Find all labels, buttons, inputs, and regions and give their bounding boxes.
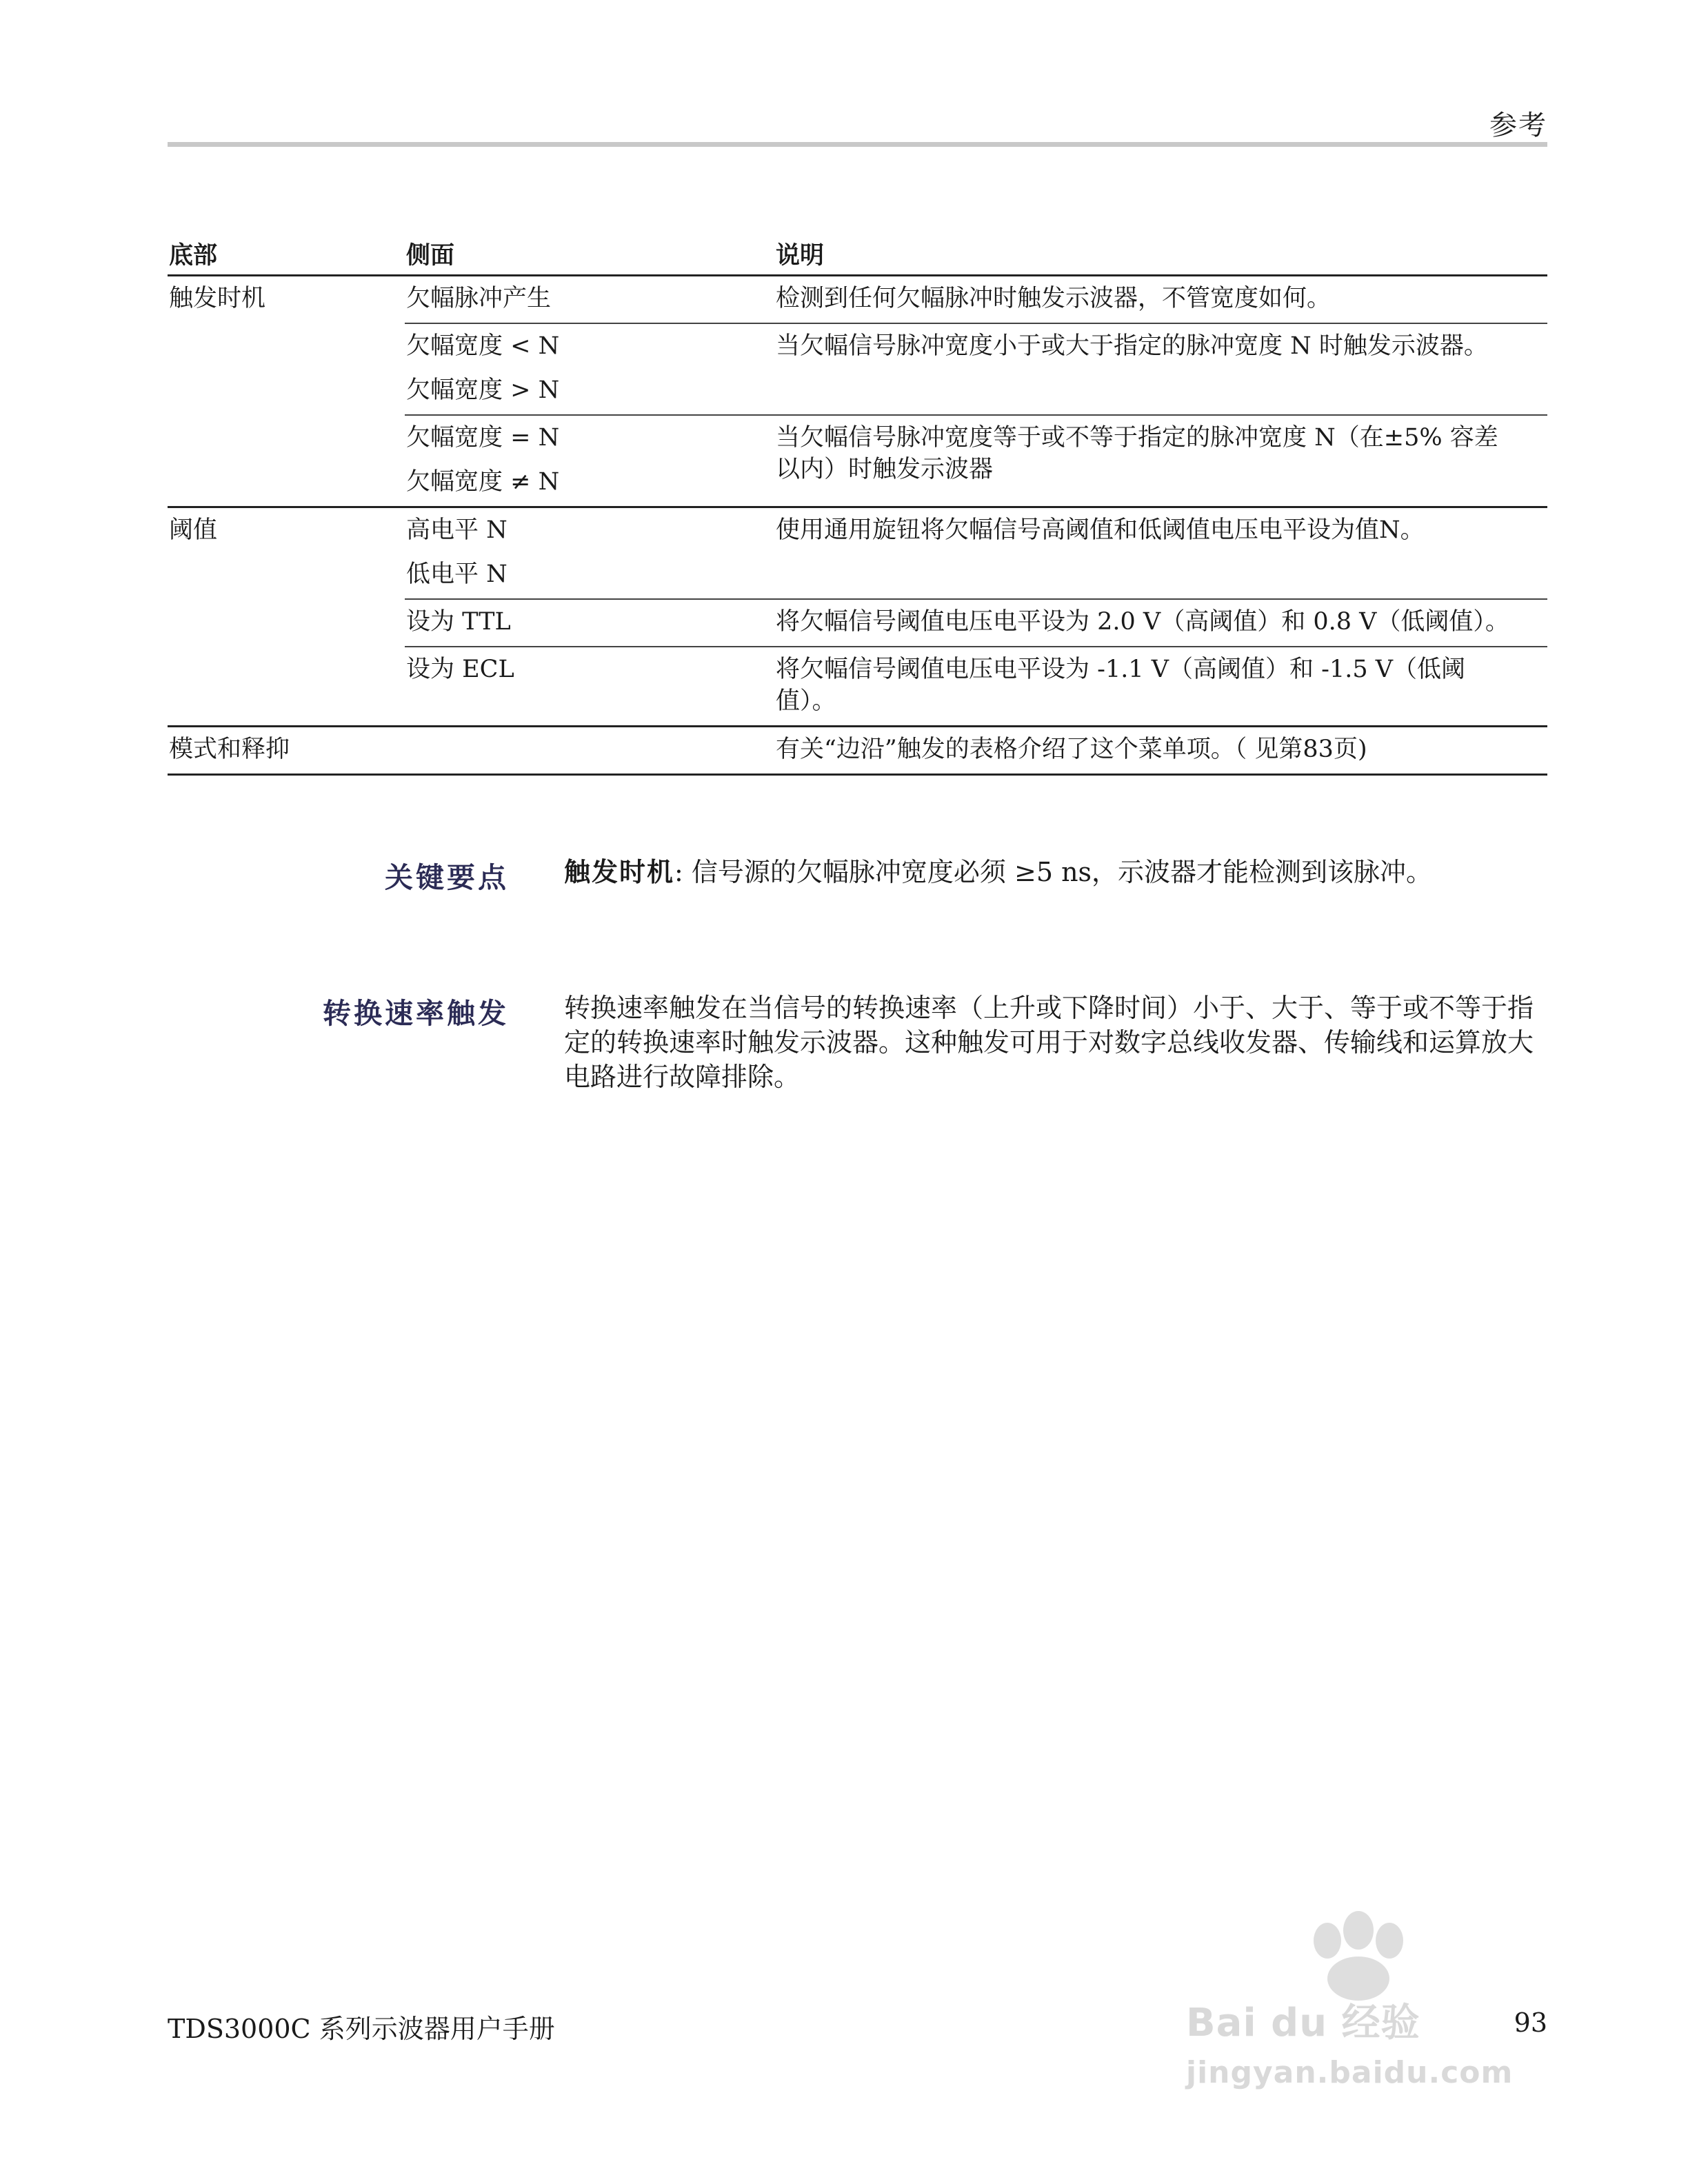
cell-bottom-menu: [168, 647, 405, 727]
cell-bottom-menu: [168, 415, 405, 507]
section-title: 参考: [1489, 110, 1547, 141]
key-point-text: : 信号源的欠幅脉冲宽度必须 ≥5 ns，示波器才能检测到该脉冲。: [674, 857, 1433, 887]
cell-description: 将欠幅信号阈值电压电平设为 2.0 V（高阈值）和 0.8 V（低阈值）。: [774, 599, 1547, 647]
table-row: [168, 507, 1547, 600]
table-row: [168, 727, 1547, 775]
cell-bottom-menu: [168, 599, 405, 647]
table-row: [168, 415, 1547, 507]
watermark-text: Bai du 经验 jingyan.baidu.com: [1186, 2001, 1514, 2090]
table-header-row: [168, 233, 1547, 276]
key-point-label: 关键要点: [385, 861, 509, 894]
slew-rate-label: 转换速率触发: [323, 997, 509, 1030]
table-row: [168, 323, 1547, 415]
cell-description: 当欠幅信号脉冲宽度等于或不等于指定的脉冲宽度 N（在±5% 容差以内）时触发示波器: [774, 415, 1547, 507]
cell-side-menu: [405, 727, 774, 775]
cell-bottom-menu: 阈值: [169, 516, 218, 544]
cell-bottom-menu: 触发时机: [169, 285, 266, 312]
cell-side-menu: [405, 599, 774, 647]
side-menu-item: 设为 ECL: [406, 656, 514, 683]
side-menu-item: 欠幅宽度 < N: [406, 332, 560, 360]
slew-rate-body: 转换速率触发在当信号的转换速率（上升或下降时间）小于、大于、等于或不等于指定的转换速率时触发示波器。这种触发可用于对数字总线收发器、传输线和运算放大电路进行故障排除。: [564, 993, 1534, 1092]
cell-description: 有关“边沿”触发的表格介绍了这个菜单项。（ 见第83页): [774, 727, 1547, 775]
side-menu-item: [406, 734, 774, 765]
side-menu-item: 高电平 N: [406, 516, 508, 544]
key-point-term: 触发时机: [564, 857, 675, 887]
cell-description: 当欠幅信号脉冲宽度小于或大于指定的脉冲宽度 N 时触发示波器。: [774, 323, 1547, 415]
baidu-watermark: [1172, 1899, 1558, 2090]
cell-side-menu: [405, 323, 774, 415]
table-row: [168, 647, 1547, 727]
cell-side-menu: [405, 507, 774, 600]
table-row: [168, 599, 1547, 647]
column-header-side: 侧面: [405, 233, 774, 276]
cell-side-menu: [405, 415, 774, 507]
cell-description: 将欠幅信号阈值电压电平设为 -1.1 V（高阈值）和 -1.5 V（低阈值）。: [774, 647, 1547, 727]
column-header-description: 说明: [774, 233, 1547, 276]
manual-title: TDS3000C 系列示波器用户手册: [168, 2014, 555, 2044]
menu-table: [168, 233, 1547, 776]
table-row: [168, 276, 1547, 324]
side-menu-item: 欠幅脉冲产生: [406, 285, 552, 312]
cell-description: 检测到任何欠幅脉冲时触发示波器，不管宽度如何。: [774, 276, 1547, 324]
header-divider: [168, 142, 1547, 147]
side-menu-item: 欠幅宽度 ≠ N: [406, 468, 560, 496]
cell-side-menu: [405, 276, 774, 324]
page-number: 93: [1514, 2008, 1547, 2038]
key-point-body: [564, 855, 1550, 889]
cell-bottom-menu: 模式和释抑: [168, 727, 405, 775]
cell-bottom-menu: [168, 323, 405, 415]
side-menu-item: 低电平 N: [406, 560, 508, 588]
paw-logo-icon: [1172, 1899, 1558, 2003]
column-header-bottom: 底部: [168, 233, 405, 276]
side-menu-item: 欠幅宽度 > N: [406, 376, 560, 404]
cell-side-menu: [405, 647, 774, 727]
cell-description: 使用通用旋钮将欠幅信号高阈值和低阈值电压电平设为值N。: [774, 507, 1547, 600]
side-menu-item: 设为 TTL: [406, 608, 511, 636]
side-menu-item: 欠幅宽度 = N: [406, 424, 560, 452]
